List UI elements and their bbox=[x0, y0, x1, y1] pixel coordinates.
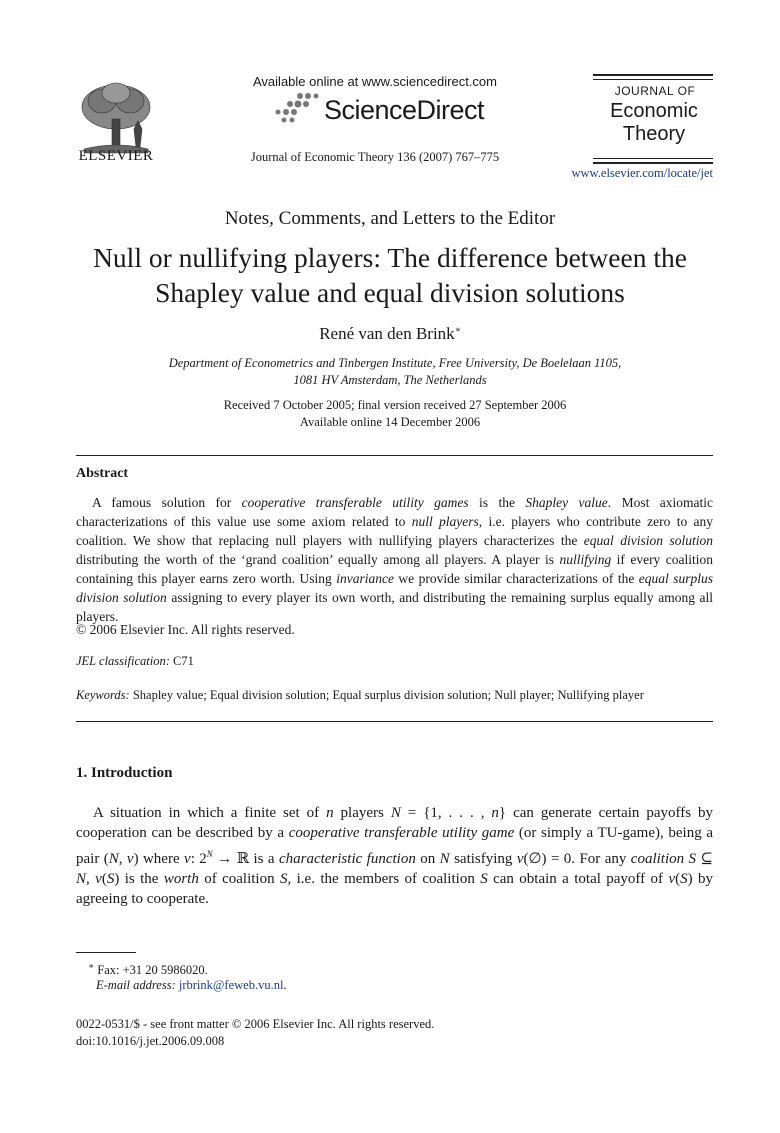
introduction-text bbox=[76, 803, 713, 909]
introduction-heading: 1. Introduction bbox=[76, 765, 173, 781]
introduction-segment: v bbox=[516, 850, 524, 867]
introduction-segment: v bbox=[126, 850, 134, 867]
introduction-segment: v bbox=[95, 870, 102, 887]
abstract-heading: Abstract bbox=[76, 466, 129, 481]
introduction-segment: → ℝ is a bbox=[212, 850, 279, 867]
introduction-segment: ) where bbox=[133, 850, 185, 867]
introduction-segment: of coalition bbox=[198, 870, 280, 887]
abstract-segment: distributing the worth of the ‘grand coalition’ equally among all players. A player is bbox=[76, 552, 560, 567]
email-end: . bbox=[283, 978, 287, 992]
introduction-segment: = {1, . . . , bbox=[400, 805, 492, 821]
abstract-copyright: © 2006 Elsevier Inc. All rights reserved. bbox=[76, 622, 295, 637]
abstract-text bbox=[76, 493, 713, 626]
available-online-date: Available online 14 December 2006 bbox=[299, 415, 481, 429]
abstract-segment: invariance bbox=[336, 571, 394, 586]
abstract-segment: Shapley value bbox=[525, 495, 608, 510]
footnote-email bbox=[96, 978, 287, 993]
jet-logo-line2: Economic bbox=[610, 100, 698, 122]
jel-classification bbox=[76, 654, 194, 669]
introduction-segment: N bbox=[76, 870, 87, 887]
introduction-segment: N bbox=[439, 850, 450, 867]
introduction-segment: characteristic function bbox=[278, 850, 416, 867]
introduction-segment: N bbox=[108, 850, 119, 867]
introduction-segment: , bbox=[118, 850, 127, 867]
email-link[interactable]: jrbrink@feweb.vu.nl bbox=[178, 978, 284, 992]
sciencedirect-wordmark: ScienceDirect bbox=[324, 95, 485, 125]
doi-line[interactable]: doi:10.1016/j.jet.2006.09.008 bbox=[76, 1034, 225, 1048]
introduction-segment: S bbox=[480, 870, 488, 887]
introduction-segment: ⊆ bbox=[696, 850, 713, 867]
introduction-segment: S bbox=[106, 870, 115, 887]
journal-citation: Journal of Economic Theory 136 (2007) 767–775 bbox=[250, 150, 500, 164]
introduction-segment: N bbox=[390, 805, 401, 821]
abstract-segment: assigning to every player its own worth, and distributing the remaining surplus equally among all players. bbox=[76, 590, 714, 624]
jet-logo-line3: Theory bbox=[622, 123, 686, 145]
introduction-segment: } can generate certain payoffs by cooperation can be described by a bbox=[76, 805, 714, 842]
abstract-segment: nullifying bbox=[559, 552, 612, 567]
introduction-segment: , bbox=[86, 870, 96, 887]
abstract-segment: is the bbox=[468, 495, 526, 510]
introduction-segment: can obtain a total payoff of bbox=[487, 870, 669, 887]
abstract-segment: we provide similar characterizations of the bbox=[393, 571, 639, 586]
introduction-segment: players bbox=[333, 805, 391, 821]
introduction-segment: coalition S bbox=[630, 850, 697, 867]
abstract-segment: A famous solution for bbox=[92, 495, 242, 510]
jet-logo-line1: JOURNAL OF bbox=[614, 84, 696, 98]
author bbox=[0, 324, 780, 344]
keywords-label: Keywords: bbox=[76, 688, 130, 702]
introduction-segment: n bbox=[326, 805, 334, 821]
introduction-segment: cooperative transferable utility game bbox=[288, 825, 515, 842]
introduction-segment: N bbox=[206, 848, 213, 859]
affiliation-line2: 1081 HV Amsterdam, The Netherlands bbox=[293, 373, 487, 387]
abstract-top-rule bbox=[76, 455, 713, 456]
jel-label: JEL classification: bbox=[76, 654, 170, 668]
sciencedirect-dots-icon bbox=[270, 92, 320, 126]
article-title-line1: Null or nullifying players: The difference between the bbox=[93, 242, 687, 273]
abstract-paragraph bbox=[76, 493, 713, 626]
section-heading: Notes, Comments, and Letters to the Editor bbox=[224, 208, 556, 229]
introduction-segment: satisfying bbox=[449, 850, 517, 867]
sciencedirect-availability: Available online at www.sciencedirect.com bbox=[253, 74, 497, 89]
introduction-segment: n bbox=[491, 805, 499, 821]
abstract-segment: . Most axiomatic characterizations of this value use some axiom related to bbox=[76, 495, 713, 529]
introduction-segment: ) is the bbox=[114, 870, 164, 887]
issn-line: 0022-0531/$ - see front matter © 2006 Elsevier Inc. All rights reserved. bbox=[76, 1017, 435, 1031]
affiliation-line1: Department of Econometrics and Tinbergen Institute, Free University, De Boelelaan 1105, bbox=[168, 356, 622, 370]
introduction-segment: v bbox=[184, 850, 191, 867]
introduction-segment: S bbox=[680, 870, 688, 887]
introduction-segment: S bbox=[280, 870, 288, 887]
journal-url-link[interactable]: www.elsevier.com/locate/jet bbox=[571, 166, 713, 180]
received-dates: Received 7 October 2005; final version received 27 September 2006 bbox=[223, 398, 567, 412]
abstract-segment: , i.e. players who contribute zero to any coalition. We show that replacing null players with nullifying players characterizes the bbox=[76, 514, 714, 548]
keywords-value: Shapley value; Equal division solution; Equal surplus division solution; Null player; Nullifying player bbox=[132, 688, 644, 702]
introduction-segment: ( bbox=[675, 870, 681, 887]
fax-text: Fax: +31 20 5986020. bbox=[97, 963, 208, 978]
email-label: E-mail address: bbox=[96, 978, 176, 992]
author-footnote-mark[interactable]: ∗ bbox=[454, 324, 461, 335]
abstract-segment: equal division solution bbox=[583, 533, 713, 548]
introduction-segment: (or simply a TU-game), being a pair ( bbox=[76, 825, 713, 867]
abstract-segment: equal surplus division solution bbox=[76, 571, 714, 605]
article-title-line2: Shapley value and equal division solutions bbox=[155, 277, 625, 308]
footnote-fax bbox=[88, 961, 208, 978]
introduction-paragraph bbox=[76, 803, 713, 909]
author-name: René van den Brink bbox=[319, 324, 455, 343]
publisher-name: ELSEVIER bbox=[78, 148, 154, 164]
introduction-segment: ) by agreeing to cooperate. bbox=[76, 870, 713, 908]
introduction-segment: A situation in which a finite set of bbox=[93, 805, 327, 821]
introduction-segment: v bbox=[668, 870, 676, 887]
abstract-segment: null players bbox=[411, 514, 479, 529]
introduction-segment: : 2 bbox=[190, 850, 207, 867]
footnote-mark: ∗ bbox=[88, 961, 95, 971]
introduction-segment: , i.e. the members of coalition bbox=[287, 870, 481, 887]
abstract-segment: if every coalition containing this player earns zero worth. Using bbox=[76, 552, 713, 586]
introduction-segment: ( bbox=[101, 870, 107, 887]
abstract-bottom-rule bbox=[76, 721, 713, 722]
keywords bbox=[76, 688, 716, 703]
introduction-segment: (∅) = 0. For any bbox=[523, 850, 631, 867]
jel-value: C71 bbox=[173, 654, 194, 668]
abstract-segment: cooperative transferable utility games bbox=[241, 495, 469, 510]
introduction-segment: on bbox=[415, 850, 440, 867]
footnote-rule bbox=[76, 952, 136, 953]
introduction-segment: worth bbox=[163, 870, 199, 887]
